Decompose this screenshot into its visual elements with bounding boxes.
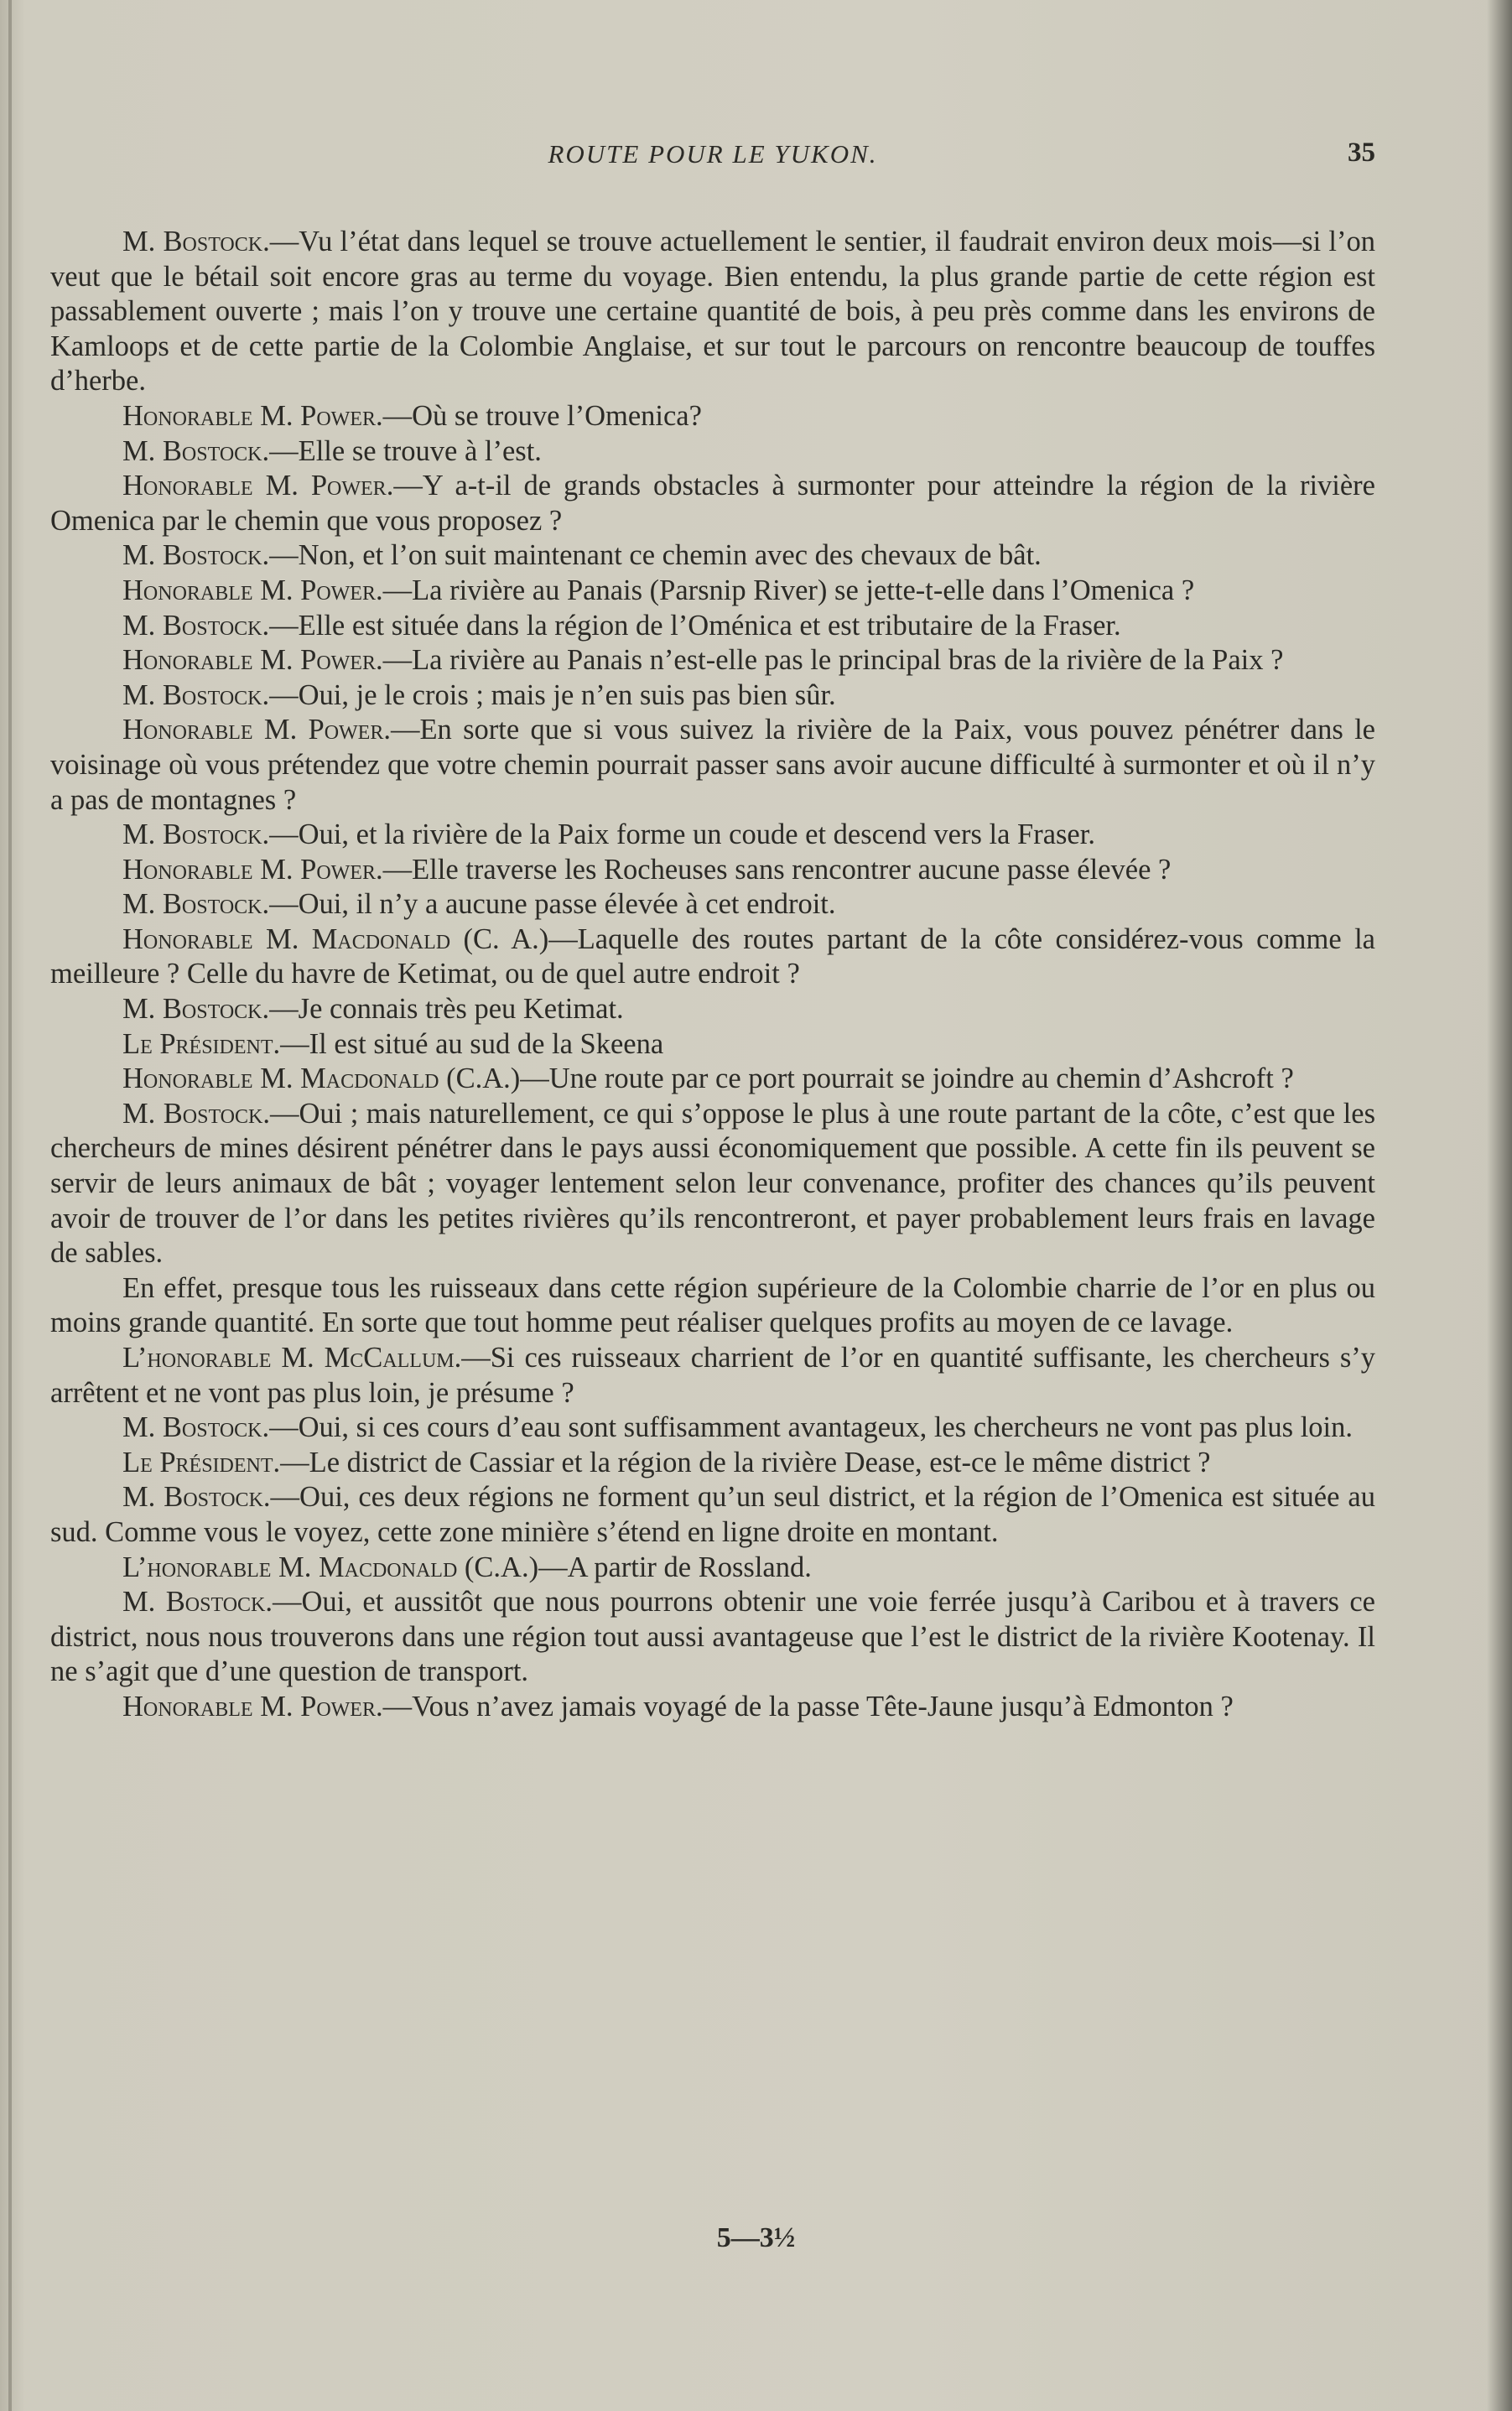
speech-text: —Je connais très peu Ketimat.	[269, 993, 624, 1026]
speaker-name: M. Bostock.	[122, 818, 270, 851]
speech-text: —Le district de Cassiar et la région de la rivière Dease, est-ce le même district ?	[280, 1446, 1211, 1478]
speaker-name: Honorable M. Power.	[122, 399, 383, 432]
folio-signature: 5—3½	[716, 2222, 796, 2253]
body-text	[50, 225, 1375, 1725]
speaker-name: Le Président.	[122, 1027, 281, 1060]
testimony-paragraph	[50, 469, 1375, 538]
speaker-name: Honorable M. Power.	[122, 470, 394, 502]
speech-text: —Oui, il n’y a aucune passe élevée à cet endroit.	[269, 888, 836, 921]
testimony-paragraph	[50, 887, 1375, 922]
speaker-name: Honorable M. Macdonald (C. A.)	[122, 922, 549, 955]
speech-text: —Oui, ces deux régions ne forment qu’un seul district, et la région de l’Omenica est située au sud. Comme vous le voyez, cette zone minière s’étend en ligne droite en montant.	[50, 1481, 1375, 1548]
speech-text: —Non, et l’on suit maintenant ce chemin avec des chevaux de bât.	[269, 539, 1042, 572]
speech-text: —Vous n’avez jamais voyagé de la passe Tête-Jaune jusqu’à Edmonton ?	[382, 1690, 1234, 1723]
speaker-name: Honorable M. Power.	[122, 1690, 383, 1723]
testimony-paragraph	[50, 434, 1375, 470]
speaker-name: L’honorable M. Macdonald (C.A.)	[122, 1551, 539, 1583]
speech-text: —Elle se trouve à l’est.	[269, 434, 542, 467]
testimony-paragraph	[50, 818, 1375, 853]
speaker-name: M. Bostock.	[122, 888, 270, 921]
speech-text: —Une route par ce port pourrait se joindre au chemin d’Ashcroft ?	[520, 1063, 1294, 1095]
testimony-paragraph	[50, 225, 1375, 399]
page-header	[50, 134, 1375, 176]
testimony-paragraph	[50, 1480, 1375, 1550]
speaker-name: M. Bostock.	[122, 539, 270, 572]
testimony-paragraph	[50, 853, 1375, 888]
speech-text: —La rivière au Panais n’est-elle pas le principal bras de la rivière de la Paix ?	[382, 644, 1284, 677]
speaker-name: M. Bostock.	[122, 1411, 270, 1444]
speaker-name: L’honorable M. McCallum.	[122, 1342, 462, 1374]
testimony-paragraph	[50, 1271, 1375, 1341]
testimony-paragraph	[50, 1341, 1375, 1411]
speech-text: —Vu l’état dans lequel se trouve actuellement le sentier, il faudrait environ deux mois—si l’on veut que le bétail soit encore gras au terme du voyage. Bien entendu, la plus grande partie de cette région est passablement ouverte ; mais l’on y trouve une certaine quantité de bois, à peu près comme dans les environs de Kamloops et de cette partie de la Colombie Anglaise, et sur tout le parcours on rencontre beaucoup de touffes d’herbe.	[50, 226, 1375, 398]
page-left-edge	[8, 0, 12, 2411]
speech-text: —Oui, si ces cours d’eau sont suffisamment avantageux, les chercheurs ne vont pas plus loin.	[269, 1411, 1353, 1444]
testimony-paragraph	[50, 538, 1375, 574]
speech-text: —Il est situé au sud de la Skeena	[280, 1027, 664, 1060]
testimony-paragraph	[50, 399, 1375, 434]
speech-text: —Elle est située dans la région de l’Oménica et est tributaire de la Fraser.	[269, 609, 1121, 642]
speech-text: —Elle traverse les Rocheuses sans rencontrer aucune passe élevée ?	[382, 853, 1172, 886]
testimony-paragraph	[50, 609, 1375, 644]
testimony-paragraph	[50, 678, 1375, 714]
speaker-name: M. Bostock.	[122, 434, 270, 467]
testimony-paragraph	[50, 643, 1375, 678]
testimony-paragraph	[50, 1585, 1375, 1690]
page-right-edge	[1487, 0, 1512, 2411]
testimony-paragraph	[50, 1411, 1375, 1446]
speaker-name: M. Bostock.	[122, 993, 270, 1026]
speaker-name: Honorable M. Power.	[122, 644, 383, 677]
speaker-name: M. Bostock.	[122, 1097, 270, 1130]
speaker-name: Le Président.	[122, 1446, 281, 1478]
testimony-paragraph	[50, 1097, 1375, 1271]
speech-text: —En sorte que si vous suivez la rivière de la Paix, vous pouvez pénétrer dans le voisinage où vous prétendez que votre chemin pourrait passer sans avoir aucune difficulté à surmonter et où il n’y a pas de montagnes ?	[50, 714, 1375, 816]
speaker-name: M. Bostock.	[122, 1586, 273, 1619]
speaker-name: M. Bostock.	[122, 678, 270, 711]
testimony-paragraph	[50, 992, 1375, 1027]
speaker-name: Honorable M. Macdonald (C.A.)	[122, 1063, 521, 1095]
speaker-name: Honorable M. Power.	[122, 574, 383, 606]
testimony-paragraph	[50, 1062, 1375, 1097]
speaker-name: M. Bostock.	[122, 226, 270, 257]
speech-text: —Y a-t-il de grands obstacles à surmonter pour atteindre la région de la rivière Omenica par le chemin que vous proposez ?	[50, 470, 1375, 537]
speech-text: —Oui, et la rivière de la Paix forme un coude et descend vers la Fraser.	[269, 818, 1095, 851]
speech-text: —Si ces ruisseaux charrient de l’or en quantité suffisante, les chercheurs s’y arrêtent et ne vont pas plus loin, je présume ?	[50, 1342, 1375, 1409]
speaker-name: M. Bostock.	[122, 1481, 271, 1514]
speech-text: —Oui ; mais naturellement, ce qui s’oppose le plus à une route partant de la côte, c’est que les chercheurs de mines désirent pénétrer dans le pays aussi économiquement que possible. A cette fin ils peuvent se servir de leurs animaux de bât ; voyager lentement selon leur convenance, profiter des chances qu’ils peuvent avoir de trouver de l’or dans les petites rivières qu’ils rencontreront, et payer probablement leurs frais en lavage de sables.	[50, 1097, 1375, 1270]
testimony-paragraph	[50, 574, 1375, 609]
speech-text: —La rivière au Panais (Parsnip River) se jette-t-elle dans l’Omenica ?	[382, 574, 1195, 606]
testimony-paragraph	[50, 1027, 1375, 1063]
testimony-paragraph	[50, 1551, 1375, 1586]
speaker-name: Honorable M. Power.	[122, 853, 383, 886]
testimony-paragraph	[50, 922, 1375, 992]
speech-text: —A partir de Rossland.	[538, 1551, 812, 1583]
speech-text: —Où se trouve l’Omenica?	[382, 399, 702, 432]
speech-text: En effet, presque tous les ruisseaux dans cette région supérieure de la Colombie charrie de l’or en plus ou moins grande quantité. En sorte que tout homme peut réaliser quelques profits au moyen de ce lavage.	[50, 1271, 1375, 1339]
speech-text: —Oui, et aussitôt que nous pourrons obtenir une voie ferrée jusqu’à Caribou et à travers ce district, nous nous trouverons dans une région tout aussi avantageuse que l’est le district de la rivière Kootenay. Il ne s’agit que d’une question de transport.	[50, 1586, 1375, 1688]
speech-text: —Laquelle des routes partant de la côte considérez-vous comme la meilleure ? Celle du havre de Ketimat, ou de quel autre endroit ?	[50, 922, 1375, 990]
testimony-paragraph	[50, 1690, 1375, 1725]
speaker-name: Honorable M. Power.	[122, 714, 391, 746]
running-title: ROUTE POUR LE YUKON.	[548, 139, 878, 169]
testimony-paragraph	[50, 713, 1375, 818]
speech-text: —Oui, je le crois ; mais je n’en suis pas bien sûr.	[269, 678, 836, 711]
speaker-name: M. Bostock.	[122, 609, 270, 642]
page-number: 35	[1348, 138, 1375, 168]
testimony-paragraph	[50, 1446, 1375, 1481]
